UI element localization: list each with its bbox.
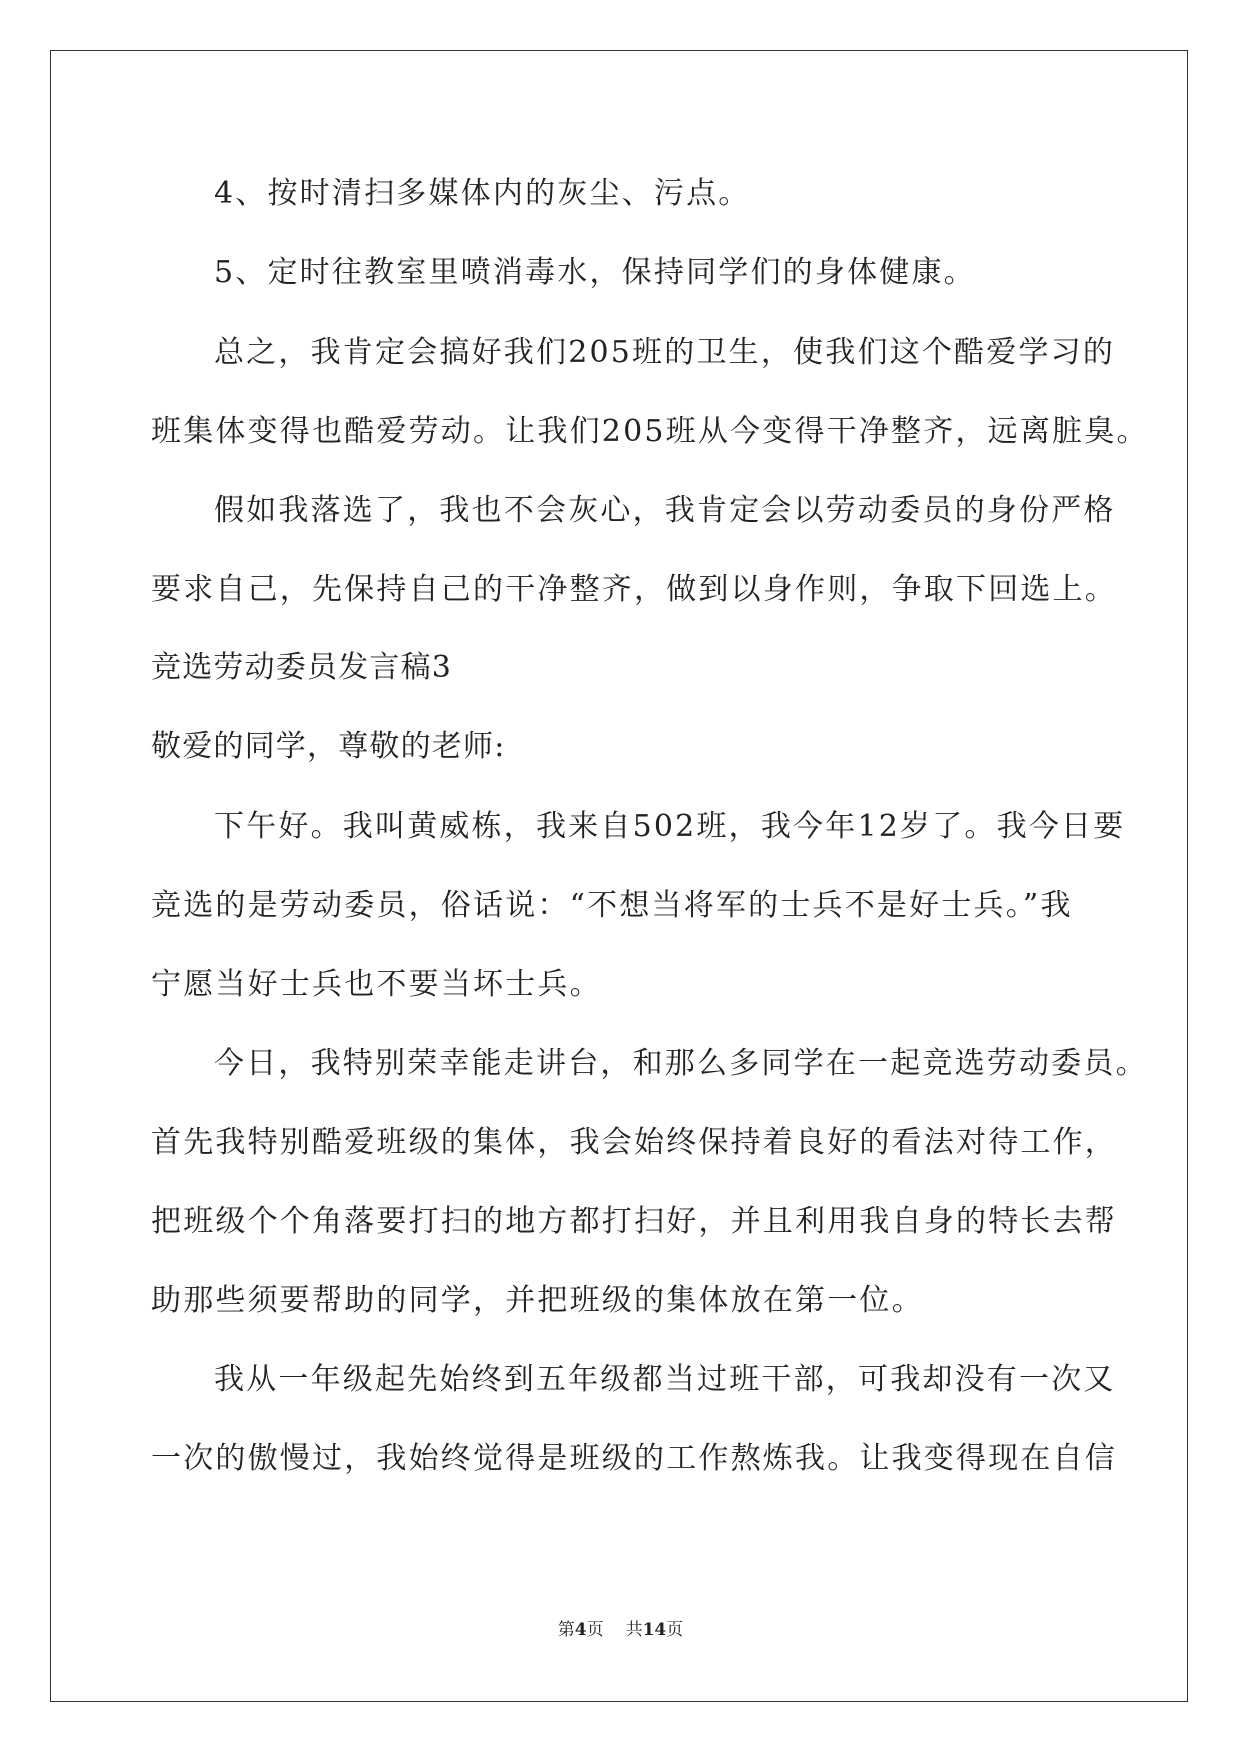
- paragraph-line: 要求自己，先保持自己的干净整齐，做到以身作则，争取下回选上。: [151, 572, 1117, 607]
- total-prefix: 共: [625, 1620, 643, 1640]
- paragraph-line: 首先我特别酷爱班级的集体，我会始终保持着良好的看法对待工作，: [151, 1125, 1117, 1160]
- list-item-4: 4、按时清扫多媒体内的灰尘、污点。: [214, 176, 751, 211]
- page-prefix: 第: [557, 1620, 575, 1640]
- page-number: 4: [574, 1620, 587, 1640]
- salutation: 敬爱的同学，尊敬的老师:: [151, 729, 506, 764]
- paragraph-line: 总之，我肯定会搞好我们205班的卫生，使我们这个酷爱学习的: [214, 335, 1116, 370]
- paragraph-line: 今日，我特别荣幸能走讲台，和那么多同学在一起竞选劳动委员。: [214, 1046, 1148, 1081]
- list-item-5: 5、定时往教室里喷消毒水，保持同学们的身体健康。: [214, 255, 976, 290]
- paragraph-line: 竞选的是劳动委员，俗话说：“不想当将军的士兵不是好士兵。”我: [151, 888, 1073, 923]
- paragraph-line: 助那些须要帮助的同学，并把班级的集体放在第一位。: [151, 1283, 924, 1318]
- paragraph-line: 班集体变得也酷爱劳动。让我们205班从今变得干净整齐，远离脏臭。: [151, 414, 1149, 449]
- paragraph-line: 宁愿当好士兵也不要当坏士兵。: [151, 967, 602, 1002]
- total-unit: 页: [666, 1620, 684, 1640]
- page-unit: 页: [586, 1620, 604, 1640]
- paragraph-line: 假如我落选了，我也不会灰心，我肯定会以劳动委员的身份严格: [214, 493, 1116, 528]
- paragraph-line: 一次的傲慢过，我始终觉得是班级的工作熬炼我。让我变得现在自信: [151, 1441, 1117, 1476]
- total-pages: 14: [642, 1620, 667, 1640]
- page-footer: [0, 1618, 1241, 1642]
- paragraph-line: 我从一年级起先始终到五年级都当过班干部，可我却没有一次又: [214, 1362, 1116, 1397]
- section-title: 竞选劳动委员发言稿3: [151, 650, 453, 685]
- paragraph-line: 下午好。我叫黄威栋，我来自502班，我今年12岁了。我今日要: [214, 809, 1126, 844]
- paragraph-line: 把班级个个角落要打扫的地方都打扫好，并且利用我自身的特长去帮: [151, 1204, 1117, 1239]
